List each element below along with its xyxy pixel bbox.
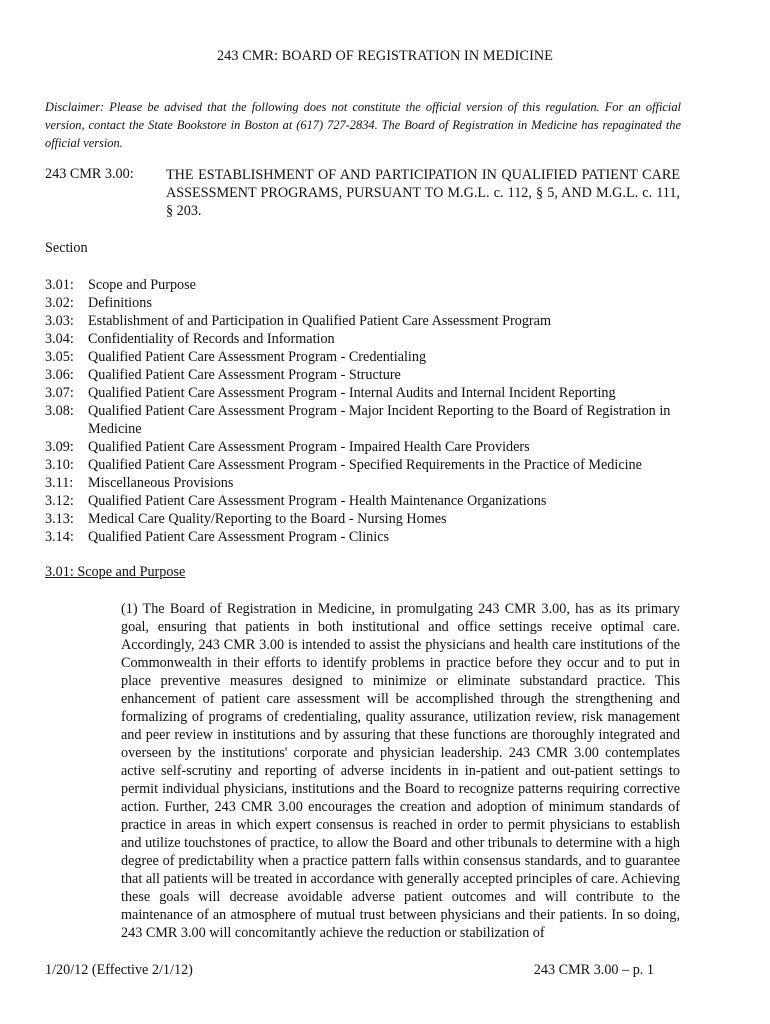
toc-item-title: Qualified Patient Care Assessment Program - Structure	[88, 367, 401, 383]
toc-item	[45, 402, 685, 438]
regulation-number: 243 CMR 3.00:	[45, 166, 134, 182]
toc-item-number: 3.09:	[45, 439, 74, 455]
toc-item-title: Qualified Patient Care Assessment Program - Credentialing	[88, 349, 427, 365]
toc-item-number: 3.07:	[45, 385, 74, 401]
scope-section-heading: 3.01: Scope and Purpose	[45, 564, 186, 580]
toc-item-title: Qualified Patient Care Assessment Program - Specified Requirements in the Practice of Medicine	[88, 457, 642, 473]
page-title: 243 CMR: BOARD OF REGISTRATION IN MEDICINE	[216, 48, 554, 64]
toc-item-title: Establishment of and Participation in Qualified Patient Care Assessment Program	[88, 313, 551, 329]
footer-page-number: 243 CMR 3.00 – p. 1	[533, 962, 654, 978]
toc-item-title: Qualified Patient Care Assessment Program - Internal Audits and Internal Incident Reporting	[88, 385, 616, 401]
regulation-title: THE ESTABLISHMENT OF AND PARTICIPATION IN QUALIFIED PATIENT CARE ASSESSMENT PROGRAMS, PURSUANT TO M.G.L. c. 112, § 5, AND M.G.L. c. 111, § 203.	[166, 167, 680, 219]
toc-item-number: 3.01:	[45, 277, 74, 293]
toc-item-title: Qualified Patient Care Assessment Program - Health Maintenance Organizations	[88, 493, 547, 509]
toc-item-number: 3.03:	[45, 313, 74, 329]
toc-item	[45, 474, 685, 492]
scope-paragraph-1: (1) The Board of Registration in Medicine, in promulgating 243 CMR 3.00, has as its primary goal, ensuring that patients in both institutional and office settings receive optimal care. Accordingly, 243 CMR 3.00 is intended to assist the physicians and health care institutions of the Commonwealth in their efforts to identify problems in practice before they occur and to put in place preventive measures designed to minimize or eliminate substandard practice. This enhancement of patient care assessment will be accomplished through the strengthening and formalizing of programs of credentialing, quality assurance, utilization review, risk management and peer review in institutions and by assuring that these functions are thoroughly integrated and overseen by the institutions' corporate and physician leadership. 243 CMR 3.00 contemplates active self-scrutiny and reporting of adverse incidents in in-patient and out-patient settings to permit individual physicians, institutions and the Board to recognize patterns requiring corrective action. Further, 243 CMR 3.00 encourages the creation and adoption of minimum standards of practice in areas in which expert consensus is reached in order to permit physicians to establish and utilize touchstones of practice, to allow the Board and other tribunals to determine with a high degree of predictability when a practice pattern falls within consensus standards, and to guarantee that all patients will be treated in accordance with generally accepted principles of care. Achieving these goals will decrease avoidable adverse patient outcomes and will contribute to the maintenance of an atmosphere of mutual trust between physicians and their patients. In so doing, 243 CMR 3.00 will concomitantly achieve the reduction or stabilization of	[121, 601, 680, 941]
toc-item	[45, 276, 685, 294]
toc-item	[45, 528, 685, 546]
table-of-contents	[45, 276, 685, 546]
toc-item	[45, 510, 685, 528]
toc-item	[45, 456, 685, 474]
toc-item-number: 3.12:	[45, 493, 74, 509]
toc-item-number: 3.10:	[45, 457, 74, 473]
toc-item-title: Qualified Patient Care Assessment Program - Major Incident Reporting to the Board of Registration in Medicine	[88, 403, 671, 437]
toc-item	[45, 384, 685, 402]
toc-item-number: 3.11:	[45, 475, 74, 491]
toc-item-number: 3.13:	[45, 511, 74, 527]
toc-item-title: Scope and Purpose	[88, 277, 196, 293]
toc-item	[45, 438, 685, 456]
toc-item	[45, 492, 685, 510]
toc-item-title: Definitions	[88, 295, 152, 311]
toc-item-title: Qualified Patient Care Assessment Program - Clinics	[88, 529, 390, 545]
disclaimer-text: Disclaimer: Please be advised that the following does not constitute the official version of this regulation. For an official version, contact the State Bookstore in Boston at (617) 727-2834. The Board of Registration in Medicine has repaginated the official version.	[45, 100, 681, 150]
toc-item-number: 3.08:	[45, 403, 74, 419]
toc-item-title: Confidentiality of Records and Information	[88, 331, 335, 347]
toc-item-number: 3.14:	[45, 529, 74, 545]
toc-item-title: Medical Care Quality/Reporting to the Board - Nursing Homes	[88, 511, 447, 527]
toc-item-number: 3.06:	[45, 367, 74, 383]
toc-item	[45, 348, 685, 366]
toc-item	[45, 294, 685, 312]
toc-item-title: Qualified Patient Care Assessment Program - Impaired Health Care Providers	[88, 439, 530, 455]
footer-date: 1/20/12 (Effective 2/1/12)	[45, 962, 193, 978]
toc-item-number: 3.04:	[45, 331, 74, 347]
toc-item	[45, 330, 685, 348]
toc-item	[45, 366, 685, 384]
section-label: Section	[45, 240, 88, 256]
toc-item-number: 3.05:	[45, 349, 74, 365]
toc-item	[45, 312, 685, 330]
toc-item-title: Miscellaneous Provisions	[88, 475, 234, 491]
toc-item-number: 3.02:	[45, 295, 74, 311]
